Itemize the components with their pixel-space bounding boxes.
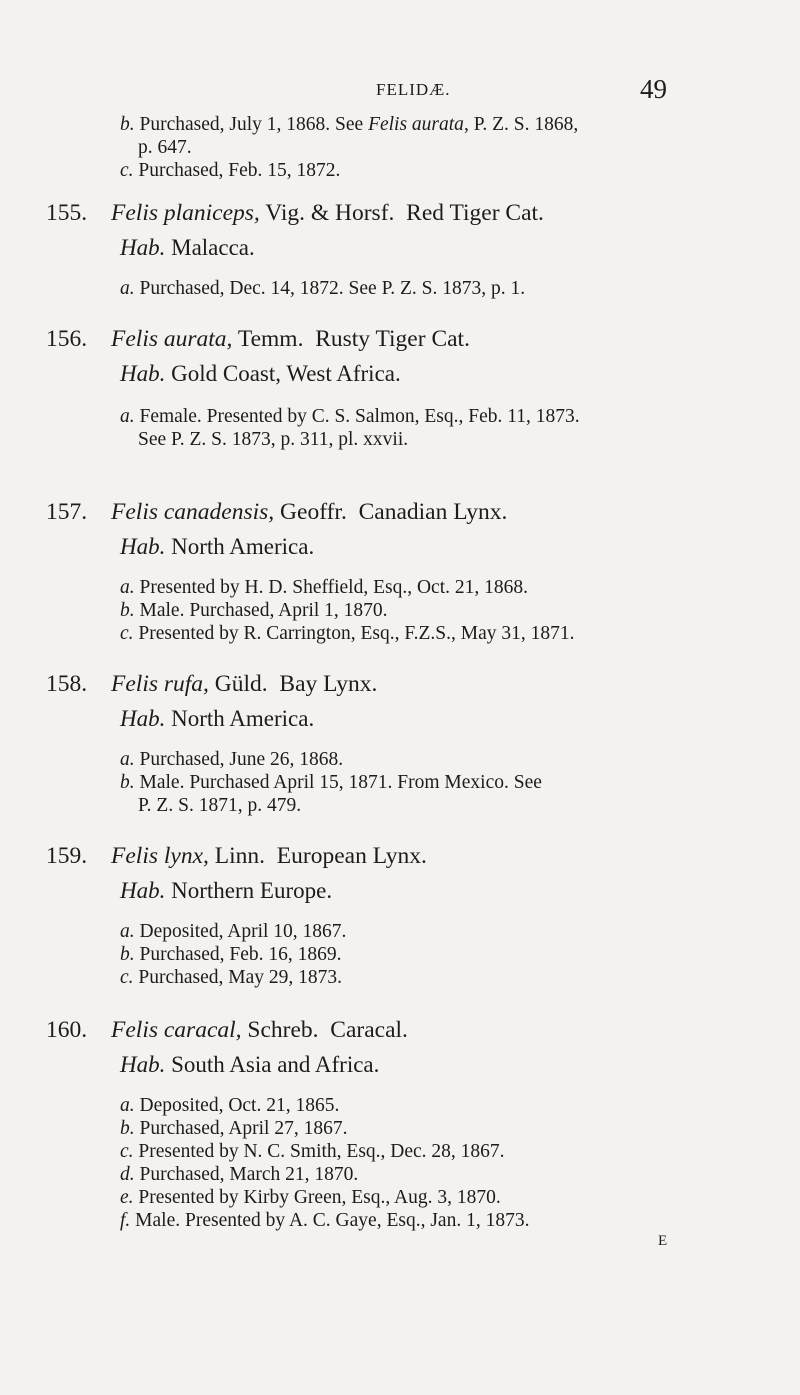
species-latin-name: Felis aurata, [111, 326, 233, 352]
species-latin-name: Felis planiceps, [111, 200, 260, 226]
species-common-name: Bay Lynx. [279, 671, 378, 697]
habitat-line: Hab. North America. [120, 706, 315, 731]
specimen-entry: c. Purchased, May 29, 1873. [120, 967, 343, 988]
species-heading [46, 842, 746, 870]
species-number: 159. [46, 843, 88, 869]
species-latin-name: Felis canadensis, [111, 499, 275, 525]
species-number: 160. [46, 1017, 88, 1043]
running-title: FELIDÆ. [376, 80, 451, 99]
species-number: 158. [46, 671, 88, 697]
habitat-line: Hab. North America. [120, 534, 315, 559]
species-heading [46, 325, 746, 353]
species-common-name: European Lynx. [276, 843, 427, 869]
species-latin-name: Felis lynx, [111, 843, 209, 869]
specimen-entry: b. Purchased, April 27, 1867. [120, 1118, 348, 1139]
species-latin-name: Felis caracal, [111, 1017, 242, 1043]
species-number: 156. [46, 326, 88, 352]
specimen-entry: a. Presented by H. D. Sheffield, Esq., Oct. 21, 1868. [120, 577, 529, 598]
species-heading [46, 1016, 746, 1044]
specimen-entry: f. Male. Presented by A. C. Gaye, Esq., Jan. 1, 1873. [120, 1210, 530, 1231]
signature-mark: E [658, 1233, 668, 1249]
species-heading [46, 670, 746, 698]
species-heading [46, 498, 746, 526]
habitat-line: Hab. Gold Coast, West Africa. [120, 361, 401, 386]
specimen-entry: e. Presented by Kirby Green, Esq., Aug. 3, 1870. [120, 1187, 501, 1208]
species-authority: Güld. [208, 671, 268, 697]
species-number: 157. [46, 499, 88, 525]
specimen-entry: a. Deposited, April 10, 1867. [120, 921, 347, 942]
specimen-entry: c. Presented by N. C. Smith, Esq., Dec. 28, 1867. [120, 1141, 505, 1162]
species-latin-name: Felis rufa, [111, 671, 209, 697]
species-common-name: Red Tiger Cat. [406, 200, 544, 226]
specimen-entry: b. Purchased, Feb. 16, 1869. [120, 944, 342, 965]
specimen-entry: b. Male. Purchased April 15, 1871. From Mexico. See P. Z. S. 1871, p. 479. [120, 772, 542, 816]
habitat-line: Hab. Malacca. [120, 235, 255, 260]
specimen-entry: b. Male. Purchased, April 1, 1870. [120, 600, 388, 621]
habitat-line: Hab. South Asia and Africa. [120, 1052, 380, 1077]
specimen-entry: c. Presented by R. Carrington, Esq., F.Z.S., May 31, 1871. [120, 623, 575, 644]
specimen-entry: c. Purchased, Feb. 15, 1872. [120, 160, 341, 181]
species-common-name: Canadian Lynx. [358, 499, 508, 525]
species-authority: Geoffr. [274, 499, 347, 525]
specimen-entry: d. Purchased, March 21, 1870. [120, 1164, 359, 1185]
species-common-name: Rusty Tiger Cat. [315, 326, 470, 352]
species-authority: Temm. [232, 326, 304, 352]
specimen-entry: a. Purchased, June 26, 1868. [120, 749, 344, 770]
specimen-entry: a. Deposited, Oct. 21, 1865. [120, 1095, 340, 1116]
species-common-name: Caracal. [330, 1017, 408, 1043]
specimen-entry: a. Purchased, Dec. 14, 1872. See P. Z. S. 1873, p. 1. [120, 278, 526, 299]
page-number: 49 [640, 74, 667, 104]
specimen-entry: b. Purchased, July 1, 1868. See Felis aurata, P. Z. S. 1868, p. 647. [120, 114, 579, 158]
running-header [0, 74, 800, 104]
species-authority: Linn. [208, 843, 266, 869]
species-number: 155. [46, 200, 88, 226]
specimen-entry: a. Female. Presented by C. S. Salmon, Esq., Feb. 11, 1873. See P. Z. S. 1873, p. 311, pl. xxvii. [120, 406, 580, 450]
species-authority: Vig. & Horsf. [259, 200, 395, 226]
habitat-line: Hab. Northern Europe. [120, 878, 333, 903]
species-authority: Schreb. [241, 1017, 319, 1043]
species-heading [46, 199, 746, 227]
